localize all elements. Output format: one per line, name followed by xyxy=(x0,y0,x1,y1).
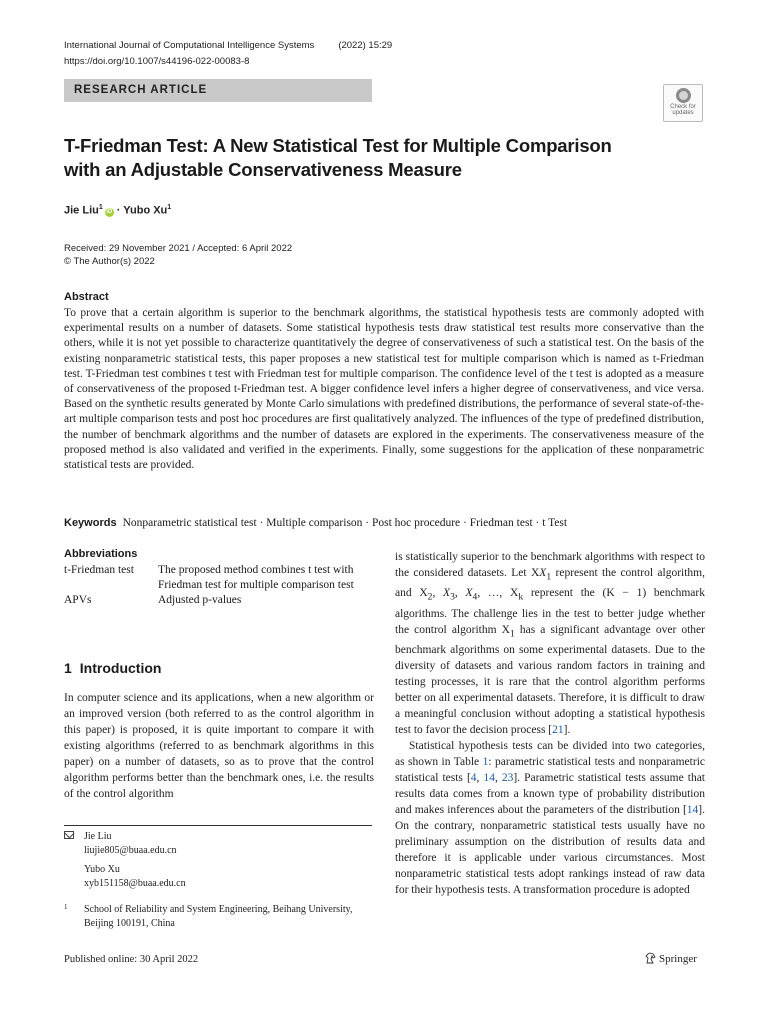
keywords xyxy=(64,517,704,529)
abbreviations xyxy=(64,548,374,609)
published-date: Published online: 30 April 2022 xyxy=(64,954,199,965)
contact-name: Yubo Xu xyxy=(84,864,120,875)
affiliation-number: 1 xyxy=(64,903,68,911)
article-type-banner: RESEARCH ARTICLE xyxy=(64,79,372,102)
check-label-2: updates xyxy=(672,110,694,116)
abbreviation-term: t-Friedman test xyxy=(64,564,134,576)
corresponding-contacts xyxy=(64,830,374,890)
publisher-logo xyxy=(645,952,697,965)
section-title: Introduction xyxy=(79,660,162,676)
orcid-icon[interactable]: iD xyxy=(106,208,113,215)
keywords-list: Nonparametric statistical test · Multiple comparison · Post hoc procedure · Friedman test · t Test xyxy=(122,517,568,529)
abbreviation-definition: The proposed method combines t test with Friedman test for multiple comparison test xyxy=(158,564,354,592)
intro-paragraph: In computer science and its applications, when a new algorithm or an improved version (both referred to as the control algorithm in this paper) is proposed, it is quite important to compare it with existing algorithms (referred to as benchmark algorithms in this paper) on a number of datasets, so as to prove that the control algorithm performs better than the benchmark ones, i.e. the results of the control algorithm xyxy=(64,692,374,800)
abstract-text: To prove that a certain algorithm is superior to the benchmark algorithms, the statistical hypothesis tests are commonly adopted with experimental results on a number of datasets. Some statistical hypothesis tests draw statistical test results more conservative than the others, while it is not yet possible to characterize quantitatively the degree of conservativeness of such a statistical test. On the basis of the existing nonparametric statistical tests, this paper proposes a new statistical test for multiple comparison which is named as t-Friedman test. T-Friedman test combines t test with Friedman test for multiple comparison. The confidence level of the t test is adopted as a measure of conservativeness of the proposed t-Friedman test. A bigger confidence level infers a higher degree of conservativeness, and vice versa. Based on the synthetic results generated by Monte Carlo simulations with predefined distributions, the performance of several state-of-the-art multiple comparison tests and post hoc procedures are first qualitatively analyzed. The influences of the type of predefined distribution, the number of benchmark algorithms and the number of datasets are explored in the experiments. The conservativeness measure of the proposed method is also validated and verified in the experiments. Finally, some suggestions for the application of these nonparametric statistical tests are provided. xyxy=(64,307,704,472)
table-link[interactable]: 1 xyxy=(482,755,489,768)
citation-link[interactable]: 4 xyxy=(470,771,477,784)
author-list xyxy=(64,204,171,217)
journal-header xyxy=(64,40,392,51)
keywords-label: Keywords xyxy=(64,517,117,529)
check-for-updates-button[interactable] xyxy=(663,84,703,122)
section-number: 1 xyxy=(64,660,72,676)
right-column-text xyxy=(395,549,705,898)
contact-email[interactable]: xyb151158@buaa.edu.cn xyxy=(84,877,186,889)
paragraph: Statistical hypothesis tests can be divided into two categories, as shown in Table 1: parametric statistical tests and nonparametric statistical tests [4, 14, 23]. Parametric statistical tests assume that results data comes from a known type of probability distribution and makes inferences about the parameters of the distribution [14]. On the contrary, nonparametric statistical tests usually have no preliminary assumption on the distribution of results data and therefore it is applicable under various circumstances. Most nonparametric statistical tests adopt rankings instead of raw data for their hypothesis tests. A transformation procedure is adopted xyxy=(395,739,705,896)
received-accepted: Received: 29 November 2021 / Accepted: 6 April 2022 xyxy=(64,243,293,254)
paragraph: is statistically superior to the benchmark algorithms with respect to the considered datasets. Let $XX_1$ represent the control algorithm, and $X_2$, $X_3$, $X_4$, …, $X_k$ represent the (K − 1) benchmark algorithms. The challenge lies in the test to better judge whether the control algorithm $X_1$ has a significant advantage over other benchmark algorithms on some experimental datasets. Due to the diversity of datasets and various random factors in training and testing processes, it is rare that the control algorithm performs better on all experimental datasets. Therefore, it is difficult to draw a meaningful conclusion without adopting a statistical hypothesis test to favor the decision process [21]. xyxy=(395,551,705,736)
abbreviation-definition: Adjusted p-values xyxy=(158,594,242,607)
affiliation xyxy=(64,903,374,930)
author-name: Jie Liu xyxy=(64,204,99,217)
author-affiliation-mark: 1 xyxy=(167,204,172,211)
citation-link[interactable]: 14 xyxy=(483,771,495,784)
publisher-name: Springer xyxy=(659,953,697,965)
citation-link[interactable]: 21 xyxy=(552,723,564,736)
contact-name: Jie Liu xyxy=(84,831,112,842)
citation-link[interactable]: 23 xyxy=(501,771,514,784)
check-label-1: Check for xyxy=(670,104,696,110)
abbreviations-heading: Abbreviations xyxy=(64,548,138,560)
abbreviation-term: APVs xyxy=(64,594,92,607)
email-icon xyxy=(64,831,74,839)
footnote-divider xyxy=(64,825,372,826)
paper-title: T-Friedman Test: A New Statistical Test for Multiple Comparison with an Adjustable Conservativeness Measure xyxy=(64,135,612,180)
doi-link[interactable]: https://doi.org/10.1007/s44196-022-00083-8 xyxy=(64,56,250,67)
author-affiliation-mark: 1 xyxy=(98,204,103,211)
springer-horse-icon xyxy=(645,952,656,964)
copyright: © The Author(s) 2022 xyxy=(64,256,155,267)
abstract-heading: Abstract xyxy=(64,291,109,303)
journal-name: International Journal of Computational Intelligence Systems xyxy=(64,40,315,51)
author-separator: · xyxy=(116,204,121,217)
abbreviation-row xyxy=(64,593,374,608)
contact-email[interactable]: liujie805@buaa.edu.cn xyxy=(84,844,177,856)
journal-volume: (2022) 15:29 xyxy=(338,40,393,51)
section-heading-introduction xyxy=(64,660,161,676)
crossmark-icon xyxy=(676,88,691,103)
affiliation-text: School of Reliability and System Engineering, Beihang University, Beijing 100191, China xyxy=(84,904,353,929)
author-name: Yubo Xu xyxy=(123,204,168,217)
article-dates xyxy=(64,242,292,268)
abbreviation-row xyxy=(64,563,374,593)
citation-link[interactable]: 14 xyxy=(686,803,699,816)
